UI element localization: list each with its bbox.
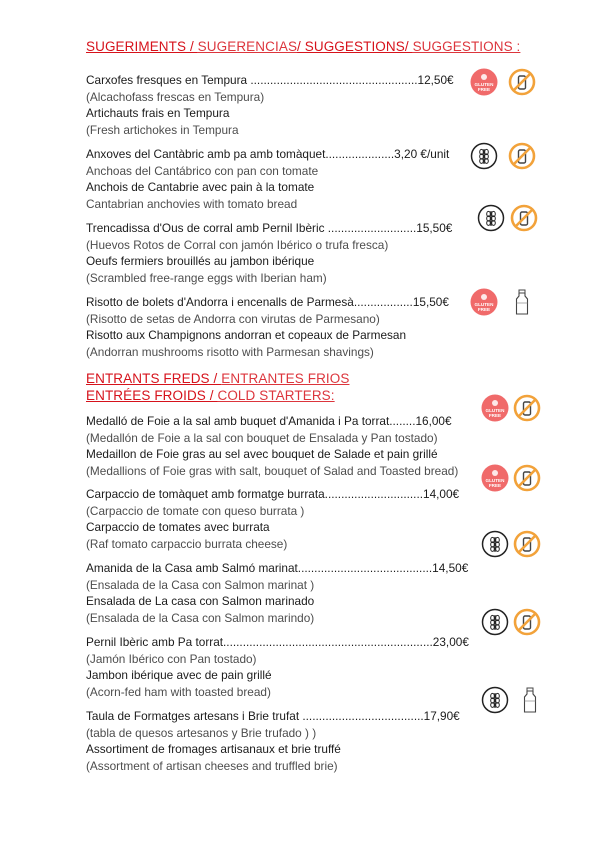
svg-text:FREE: FREE [477,307,491,312]
title-part: ENTRANTS FREDS / [86,371,222,386]
svg-text:FREE: FREE [488,483,502,488]
no-lactose-icon [508,142,536,170]
menu-item [86,413,486,479]
svg-text:FREE: FREE [477,87,491,92]
gluten-icon [481,608,509,636]
dish-name-french: Ensalada de La casa con Salmon marinado [86,594,315,608]
dish-name-spanish: (Huevos Rotos de Corral con jamón Ibérico o trufa fresca) [86,237,389,252]
dish-name-french: Jambon ibérique avec de pain grillé [86,668,272,682]
dish-name-french: Anchois de Cantabrie avec pain à la tomate [86,180,315,194]
dish-name-english: Cantabrian anchovies with tomato bread [86,196,298,211]
menu-item [86,294,486,360]
menu-item [86,486,486,552]
dish-name-spanish: (Ensalada de la Casa con Salmon marinat ) [86,577,315,592]
gluten-icon [481,530,509,558]
dish-name-english: (Assortment of artisan cheeses and truffled brie) [86,758,338,773]
title-part: SUGGESTIONS : [412,39,521,54]
menu-item [86,72,486,138]
gluten-icon [481,686,509,714]
no-lactose-icon [510,204,538,232]
title-part: ENTRANTES FRIOS [221,371,350,386]
title-part: SUGERIMENTS / [86,39,198,54]
svg-text:GLUTEN: GLUTEN [485,478,505,483]
dish-name-french: Artichauts frais en Tempura [86,106,230,120]
dish-name-catalan: Trencadissa d'Ous de corral amb Pernil Ibèric ...........................15,50€ [86,221,453,235]
svg-text:GLUTEN: GLUTEN [474,82,494,87]
dish-name-english: (Andorran mushrooms risotto with Parmesan shavings) [86,344,374,359]
dish-name-spanish: (Medallón de Foie a la sal con bouquet de Ensalada y Pan tostado) [86,430,438,445]
dish-name-spanish: (Carpaccio de tomate con queso burrata ) [86,503,305,518]
dish-name-english: (Medallions of Foie gras with salt, bouquet of Salad and Toasted bread) [86,463,459,478]
dish-name-french: Carpaccio de tomates avec burrata [86,520,270,534]
dish-name-spanish: (tabla de quesos artesanos y Brie trufado ) ) [86,725,317,740]
dish-name-english: (Fresh artichokes in Tempura [86,122,239,137]
menu-item [86,634,486,700]
dish-name-english: (Scrambled free-range eggs with Iberian ham) [86,270,327,285]
dish-name-spanish: (Risotto de setas de Andorra con virutas de Parmesano) [86,311,380,326]
dish-name-catalan: Pernil Ibèric amb Pa torrat................................................................23,00€ [86,635,469,649]
dish-name-spanish: (Jamón Ibérico con Pan tostado) [86,651,257,666]
milk-bottle-icon [508,288,536,316]
dish-name-english: (Ensalada de la Casa con Salmon marindo) [86,610,315,625]
section-title-starters-2 [86,388,335,403]
no-lactose-icon [513,530,541,558]
dish-name-french: Risotto aux Champignons andorran et copeaux de Parmesan [86,328,407,342]
gluten-free-badge [481,464,509,492]
no-lactose-icon [513,394,541,422]
dish-name-english: (Raf tomato carpaccio burrata cheese) [86,536,288,551]
gluten-free-badge [470,288,498,316]
gluten-free-badge [481,394,509,422]
dish-name-french: Oeufs fermiers brouillés au jambon ibérique [86,254,315,268]
title-part: SUGERENCIAS [197,39,298,54]
dish-name-catalan: Anxoves del Cantàbric amb pa amb tomàquet.....................3,20 €/unit [86,147,450,161]
title-part: / SUGGESTIONS/ [297,39,413,54]
no-lactose-icon [513,608,541,636]
no-lactose-icon [508,68,536,96]
gluten-icon [477,204,505,232]
dish-name-french: Assortiment de fromages artisanaux et brie truffé [86,742,341,756]
menu-item [86,560,486,626]
dish-name-catalan: Carpaccio de tomàquet amb formatge burrata..............................14,00€ [86,487,460,501]
menu-item [86,146,486,212]
title-part: ENTRÉES FROIDS / [86,388,218,403]
gluten-free-badge [470,68,498,96]
menu-item [86,708,486,774]
milk-bottle-icon [516,686,544,714]
section-title-starters-1 [86,371,349,386]
dish-name-catalan: Amanida de la Casa amb Salmó marinat.........................................14,50€ [86,561,469,575]
no-lactose-icon [513,464,541,492]
dish-name-catalan: Medalló de Foie a la sal amb buquet d'Amanida i Pa torrat........16,00€ [86,414,452,428]
dish-name-spanish: Anchoas del Cantábrico con pan con tomate [86,163,319,178]
dish-name-catalan: Taula de Formatges artesans i Brie trufat .....................................17,90€ [86,709,460,723]
section-title-suggestions [86,39,520,54]
svg-text:GLUTEN: GLUTEN [474,302,494,307]
dish-name-catalan: Risotto de bolets d'Andorra i encenalls de Parmesà..................15,50€ [86,295,449,309]
dish-name-spanish: (Alcachofass frescas en Tempura) [86,89,265,104]
svg-text:GLUTEN: GLUTEN [485,408,505,413]
dish-name-catalan: Carxofes fresques en Tempura ...................................................12,50€ [86,73,454,87]
svg-text:FREE: FREE [488,413,502,418]
dish-name-english: (Acorn-fed ham with toasted bread) [86,684,271,699]
dish-name-french: Medaillon de Foie gras au sel avec bouquet de Salade et pain grillé [86,447,438,461]
gluten-icon [470,142,498,170]
menu-item [86,220,486,286]
title-part: COLD STARTERS: [217,388,335,403]
